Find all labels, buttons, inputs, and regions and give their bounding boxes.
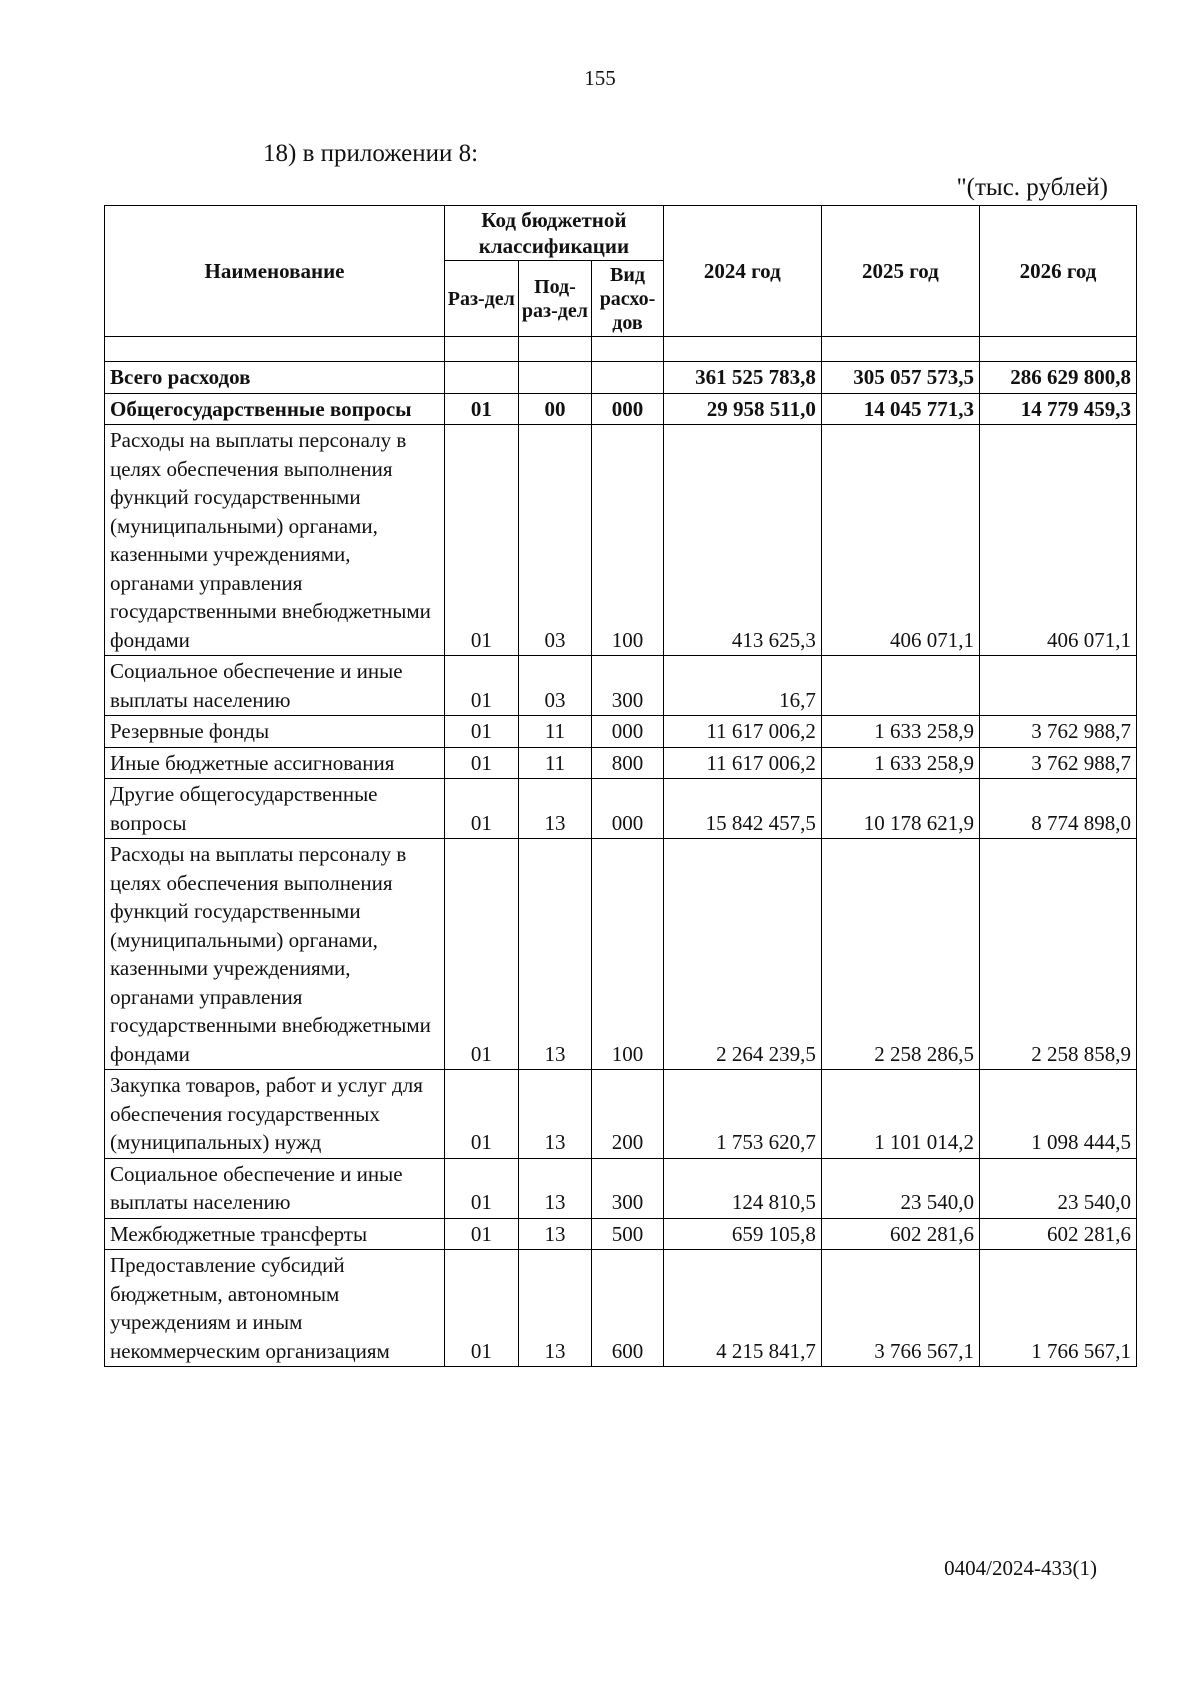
row-name: Иные бюджетные ассигнования xyxy=(105,747,445,779)
row-section: 01 xyxy=(445,1070,519,1159)
row-expense-type: 300 xyxy=(592,1158,664,1218)
row-expense-type: 800 xyxy=(592,747,664,779)
row-2024: 659 105,8 xyxy=(663,1218,821,1250)
row-section: 01 xyxy=(445,839,519,1070)
row-2025: 10 178 621,9 xyxy=(821,779,979,839)
row-subsection xyxy=(518,362,592,394)
row-name: Социальное обеспечение и иные выплаты населению xyxy=(105,1158,445,1218)
row-2025: 23 540,0 xyxy=(821,1158,979,1218)
table-row xyxy=(105,1158,1137,1218)
row-name: Общегосударственные вопросы xyxy=(105,393,445,425)
row-subsection: 11 xyxy=(518,716,592,748)
row-2026: 3 762 988,7 xyxy=(979,716,1136,748)
row-expense-type: 100 xyxy=(592,839,664,1070)
table-row xyxy=(105,779,1137,839)
row-2024: 29 958 511,0 xyxy=(663,393,821,425)
header-expense-type: Вид расхо-дов xyxy=(592,261,664,337)
row-section: 01 xyxy=(445,1218,519,1250)
table-row xyxy=(105,1250,1137,1367)
row-section: 01 xyxy=(445,747,519,779)
row-2026: 8 774 898,0 xyxy=(979,779,1136,839)
expenses-table xyxy=(104,205,1137,1367)
row-subsection: 03 xyxy=(518,425,592,656)
row-2026: 406 071,1 xyxy=(979,425,1136,656)
intro-text: 18) в приложении 8: xyxy=(263,140,479,167)
row-subsection: 13 xyxy=(518,1070,592,1159)
header-name: Наименование xyxy=(105,206,445,337)
row-2024: 124 810,5 xyxy=(663,1158,821,1218)
row-2024: 413 625,3 xyxy=(663,425,821,656)
row-expense-type: 000 xyxy=(592,779,664,839)
table-row xyxy=(105,716,1137,748)
row-2026: 1 766 567,1 xyxy=(979,1250,1136,1367)
row-2024: 2 264 239,5 xyxy=(663,839,821,1070)
row-expense-type: 200 xyxy=(592,1070,664,1159)
row-2026: 14 779 459,3 xyxy=(979,393,1136,425)
row-2025: 305 057 573,5 xyxy=(821,362,979,394)
row-section: 01 xyxy=(445,425,519,656)
row-2026: 602 281,6 xyxy=(979,1218,1136,1250)
row-2025: 2 258 286,5 xyxy=(821,839,979,1070)
row-section xyxy=(445,362,519,394)
row-section: 01 xyxy=(445,656,519,716)
row-expense-type: 000 xyxy=(592,393,664,425)
row-2026: 2 258 858,9 xyxy=(979,839,1136,1070)
table-row xyxy=(105,839,1137,1070)
row-subsection: 13 xyxy=(518,1158,592,1218)
row-expense-type xyxy=(592,362,664,394)
row-expense-type: 100 xyxy=(592,425,664,656)
document-code: 0404/2024-433(1) xyxy=(944,1556,1097,1580)
header-2025: 2025 год xyxy=(821,206,979,337)
header-2026: 2026 год xyxy=(979,206,1136,337)
header-section: Раз-дел xyxy=(445,261,519,337)
row-expense-type: 500 xyxy=(592,1218,664,1250)
row-2024: 361 525 783,8 xyxy=(663,362,821,394)
row-2024: 1 753 620,7 xyxy=(663,1070,821,1159)
row-2026 xyxy=(979,656,1136,716)
row-name: Предоставление субсидий бюджетным, автономным учреждениям и иным некоммерческим организациям xyxy=(105,1250,445,1367)
table-row xyxy=(105,362,1137,394)
spacer-row xyxy=(105,337,1137,362)
row-2024: 16,7 xyxy=(663,656,821,716)
row-subsection: 00 xyxy=(518,393,592,425)
row-expense-type: 000 xyxy=(592,716,664,748)
page-number: 155 xyxy=(584,66,616,90)
row-2025: 406 071,1 xyxy=(821,425,979,656)
row-subsection: 13 xyxy=(518,839,592,1070)
row-subsection: 13 xyxy=(518,779,592,839)
row-name: Всего расходов xyxy=(105,362,445,394)
row-expense-type: 300 xyxy=(592,656,664,716)
row-2025: 602 281,6 xyxy=(821,1218,979,1250)
row-name: Межбюджетные трансферты xyxy=(105,1218,445,1250)
row-subsection: 03 xyxy=(518,656,592,716)
row-section: 01 xyxy=(445,716,519,748)
table-row xyxy=(105,1218,1137,1250)
table-row xyxy=(105,1070,1137,1159)
row-subsection: 13 xyxy=(518,1250,592,1367)
units-label: "(тыс. рублей) xyxy=(956,174,1108,201)
row-name: Закупка товаров, работ и услуг для обеспечения государственных (муниципальных) нужд xyxy=(105,1070,445,1159)
header-code-group: Код бюджетной классификации xyxy=(445,206,664,261)
row-subsection: 13 xyxy=(518,1218,592,1250)
row-name: Другие общегосударственные вопросы xyxy=(105,779,445,839)
row-name: Резервные фонды xyxy=(105,716,445,748)
row-section: 01 xyxy=(445,779,519,839)
table-row xyxy=(105,656,1137,716)
row-2024: 11 617 006,2 xyxy=(663,716,821,748)
header-2024: 2024 год xyxy=(663,206,821,337)
row-2024: 4 215 841,7 xyxy=(663,1250,821,1367)
row-section: 01 xyxy=(445,393,519,425)
table-row xyxy=(105,747,1137,779)
row-2026: 1 098 444,5 xyxy=(979,1070,1136,1159)
row-name: Социальное обеспечение и иные выплаты населению xyxy=(105,656,445,716)
row-section: 01 xyxy=(445,1250,519,1367)
row-subsection: 11 xyxy=(518,747,592,779)
row-name: Расходы на выплаты персоналу в целях обеспечения выполнения функций государственными (муниципальными) органами, казенными учреждениями, органами управления государственными внебюджетными фондами xyxy=(105,425,445,656)
row-2024: 15 842 457,5 xyxy=(663,779,821,839)
row-2026: 3 762 988,7 xyxy=(979,747,1136,779)
table-row xyxy=(105,425,1137,656)
row-2025: 1 101 014,2 xyxy=(821,1070,979,1159)
row-2025 xyxy=(821,656,979,716)
row-2025: 1 633 258,9 xyxy=(821,716,979,748)
header-subsection: Под-раз-дел xyxy=(518,261,592,337)
row-2024: 11 617 006,2 xyxy=(663,747,821,779)
row-expense-type: 600 xyxy=(592,1250,664,1367)
row-2025: 3 766 567,1 xyxy=(821,1250,979,1367)
row-name: Расходы на выплаты персоналу в целях обеспечения выполнения функций государственными (муниципальными) органами, казенными учреждениями, органами управления государственными внебюджетными фондами xyxy=(105,839,445,1070)
row-2026: 286 629 800,8 xyxy=(979,362,1136,394)
table-row xyxy=(105,393,1137,425)
row-2025: 1 633 258,9 xyxy=(821,747,979,779)
row-section: 01 xyxy=(445,1158,519,1218)
row-2025: 14 045 771,3 xyxy=(821,393,979,425)
row-2026: 23 540,0 xyxy=(979,1158,1136,1218)
